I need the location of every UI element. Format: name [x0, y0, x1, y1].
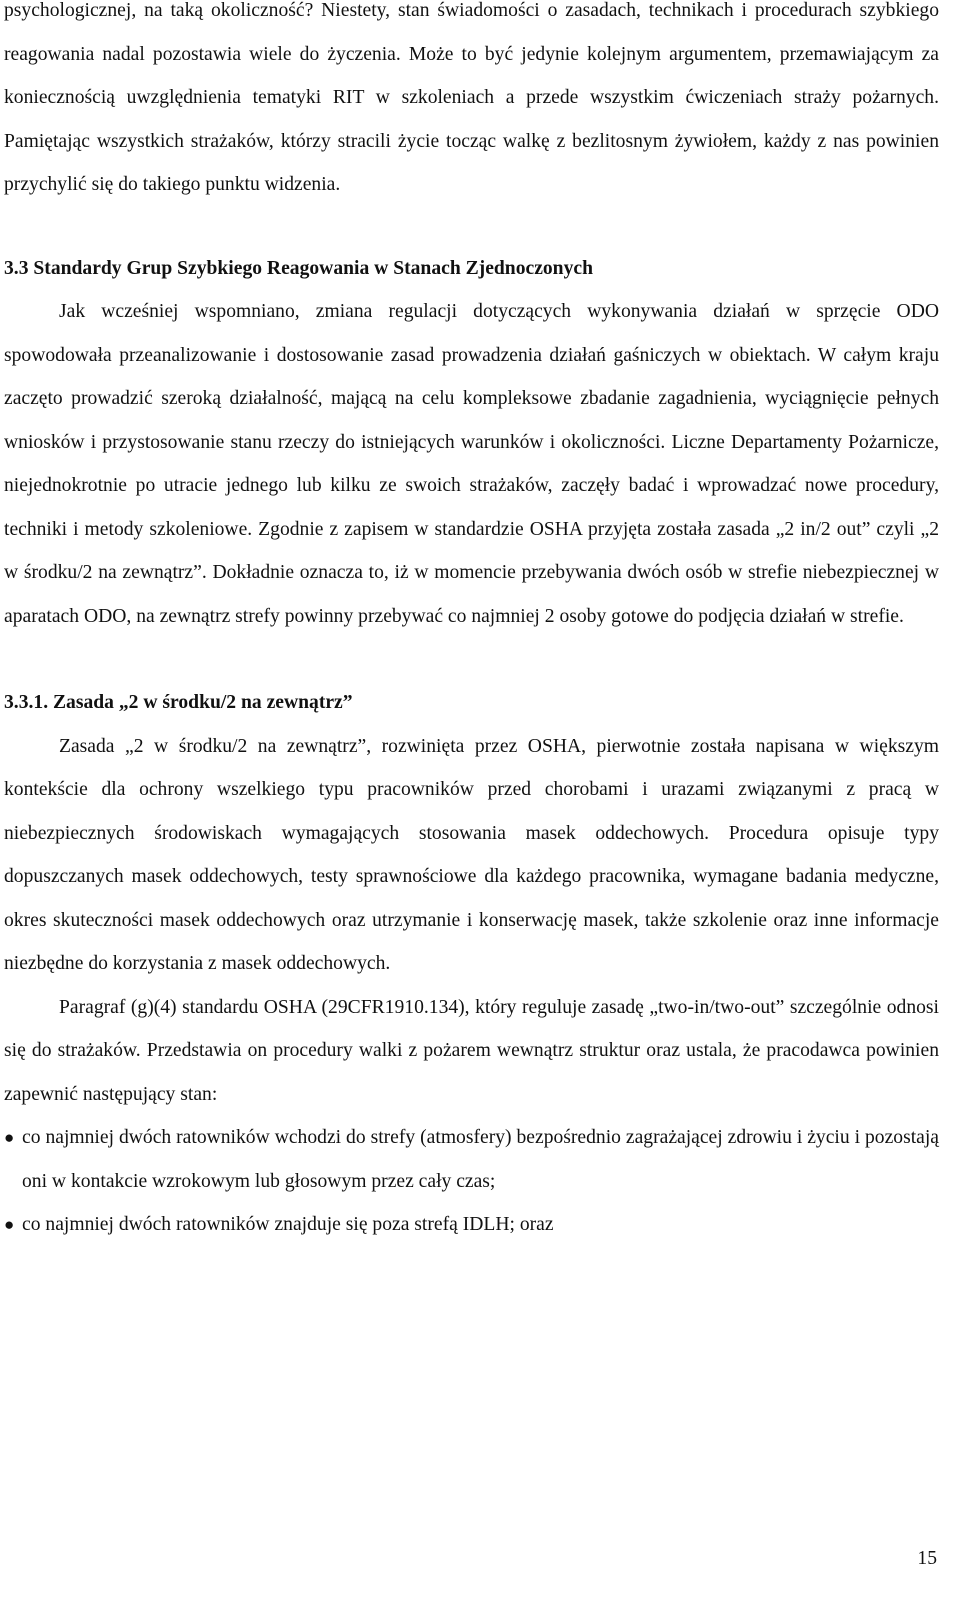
list-item-text: co najmniej dwóch ratowników wchodzi do strefy (atmosfery) bezpośrednio zagrażającej zdrowiu i życiu i pozostają oni w kontakcie wzrokowym lub głosowym przez cały czas;	[22, 1127, 939, 1192]
list-item-text: co najmniej dwóch ratowników znajduje się poza strefą IDLH; oraz	[22, 1214, 554, 1235]
requirements-list	[4, 1116, 939, 1247]
page-number: 15	[917, 1548, 937, 1569]
section-3-3-1-paragraph-1: Zasada „2 w środku/2 na zewnątrz”, rozwinięta przez OSHA, pierwotnie została napisana w większym kontekście dla ochrony wszelkiego typu pracowników przed chorobami i urazami związanymi z pracą w niebezpiecznych środowiskach wymagających stosowania masek oddechowych. Procedura opisuje typy dopuszczanych masek oddechowych, testy sprawnościowe dla każdego pracownika, wymagane badania medyczne, okres skuteczności masek oddechowych oraz utrzymanie i konserwację masek, także szkolenie oraz inne informacje niezbędne do korzystania z masek oddechowych.	[4, 735, 939, 974]
bullet-icon: ●	[4, 1128, 15, 1147]
intro-paragraph: psychologicznej, na taką okoliczność? Niestety, stan świadomości o zasadach, technikach i procedurach szybkiego reagowania nadal pozostawia wiele do życzenia. Może to być jedynie kolejnym argumentem, przemawiającym za koniecznością uwzględnienia tematyki RIT w szkoleniach a przede wszystkim ćwiczeniach straży pożarnych. Pamiętając wszystkich strażaków, którzy stracili życie tocząc walkę z bezlitosnym żywiołem, każdy z nas powinien przychylić się do takiego punktu widzenia.	[4, 0, 939, 195]
section-3-3-1-paragraph-2: Paragraf (g)(4) standardu OSHA (29CFR1910.134), który reguluje zasadę „two-in/two-out” szczególnie odnosi się do strażaków. Przedstawia on procedury walki z pożarem wewnątrz struktur oraz ustala, że pracodawca powinien zapewnić następujący stan:	[4, 996, 939, 1105]
list-item	[4, 1116, 939, 1203]
list-item	[4, 1203, 939, 1247]
bullet-icon: ●	[4, 1215, 15, 1234]
section-3-3-heading: 3.3 Standardy Grup Szybkiego Reagowania w Stanach Zjednoczonych	[4, 257, 593, 279]
section-3-3-paragraph: Jak wcześniej wspomniano, zmiana regulacji dotyczących wykonywania działań w sprzęcie ODO spowodowała przeanalizowanie i dostosowanie zasad prowadzenia działań gaśniczych w obiektach. W całym kraju zaczęto prowadzić szeroką działalność, mającą na celu kompleksowe zbadanie zagadnienia, wyciągnięcie pełnych wniosków i przystosowanie stanu rzeczy do istniejących warunków i okoliczności. Liczne Departamenty Pożarnicze, niejednokrotnie po utracie jednego lub kilku ze swoich strażaków, zaczęły badać i wprowadzać nowe procedury, techniki i metody szkoleniowe. Zgodnie z zapisem w standardzie OSHA przyjęta została zasada „2 in/2 out” czyli „2 w środku/2 na zewnątrz”. Dokładnie oznacza to, iż w momencie przebywania dwóch osób w strefie niebezpiecznej w aparatach ODO, na zewnątrz strefy powinny przebywać co najmniej 2 osoby gotowe do podjęcia działań w strefie.	[4, 301, 939, 627]
document-page	[4, 0, 939, 1247]
section-3-3-1-heading: 3.3.1. Zasada „2 w środku/2 na zewnątrz”	[4, 692, 353, 713]
